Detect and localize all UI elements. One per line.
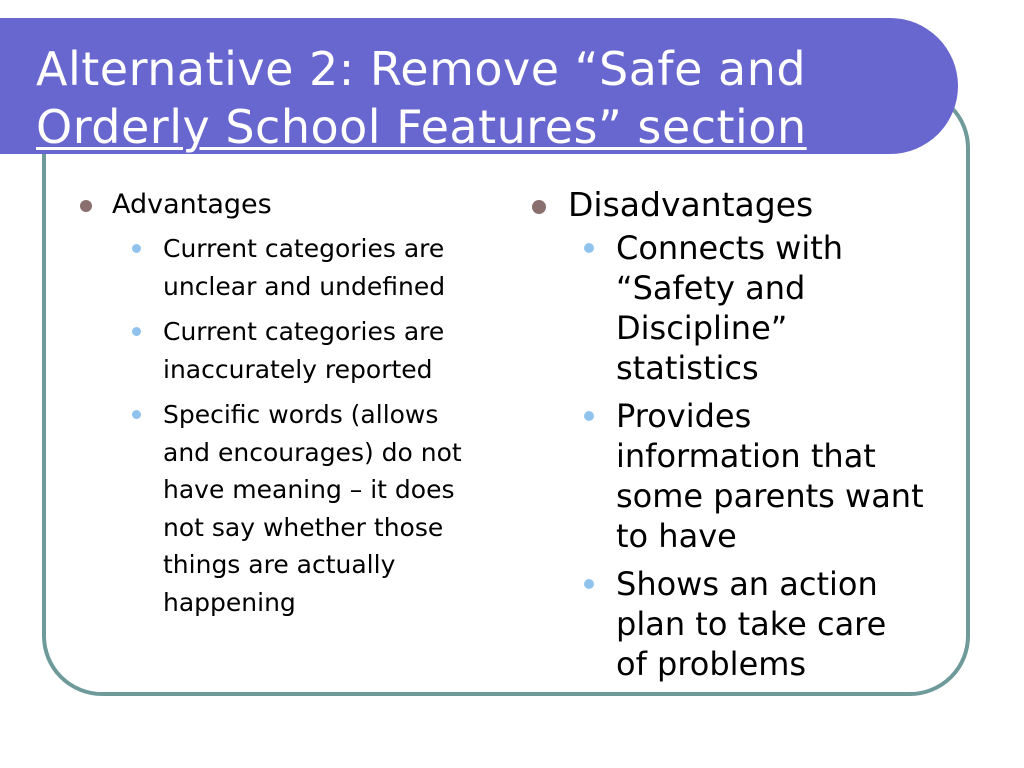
list-item <box>132 396 482 621</box>
list-item <box>584 564 924 684</box>
bullet-icon <box>80 200 92 212</box>
bullet-icon <box>532 200 546 214</box>
disadvantages-heading-row <box>532 184 962 226</box>
advantage-text: Current categories are inaccurately reported <box>163 317 445 384</box>
disadvantages-heading: Disadvantages <box>568 185 814 224</box>
sub-bullet-icon <box>132 327 141 336</box>
title-line-2: Orderly School Features” section <box>36 100 807 154</box>
list-item <box>584 396 924 556</box>
disadvantages-list <box>584 228 962 684</box>
sub-bullet-icon <box>132 244 141 253</box>
title-line-1: Alternative 2: Remove “Safe and <box>36 42 807 96</box>
sub-bullet-icon <box>584 243 594 253</box>
disadvantage-text: Provides information that some parents want to have <box>616 397 924 555</box>
advantages-list <box>132 230 500 621</box>
sub-bullet-icon <box>584 579 594 589</box>
list-item <box>132 230 482 305</box>
sub-bullet-icon <box>132 410 141 419</box>
list-item <box>584 228 924 388</box>
advantages-column <box>80 184 500 629</box>
advantages-heading: Advantages <box>112 189 272 220</box>
disadvantage-text: Shows an action plan to take care of problems <box>616 565 887 683</box>
disadvantages-column <box>532 184 962 692</box>
disadvantage-text: Connects with “Safety and Discipline” statistics <box>616 229 844 387</box>
title-band <box>0 18 958 154</box>
advantage-text: Current categories are unclear and undefined <box>163 234 446 301</box>
slide-title <box>36 40 936 156</box>
list-item <box>132 313 482 388</box>
sub-bullet-icon <box>584 411 594 421</box>
advantages-heading-row <box>80 184 500 226</box>
advantage-text: Specific words (allows and encourages) do not have meaning – it does not say whether those things are actually happening <box>163 400 462 617</box>
